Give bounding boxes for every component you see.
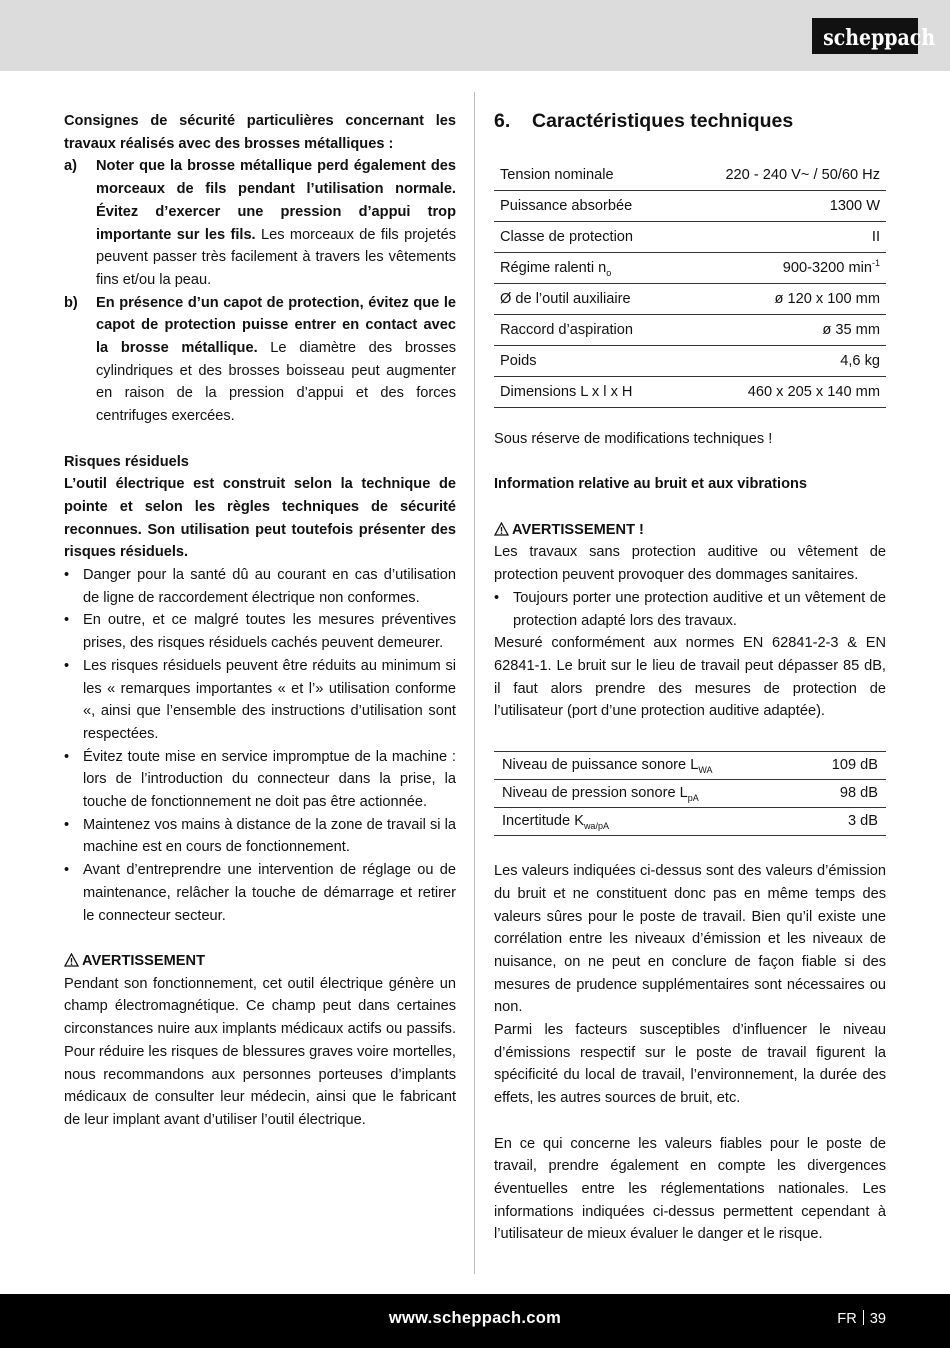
right-column	[494, 110, 886, 1246]
list-item: • Évitez toute mise en service impromptue de la machine : lors de l’introduction du connecteur dans la prise, la touche de fonctionnement ne doit pas être actionnée.	[64, 748, 456, 811]
noise-table	[494, 751, 886, 836]
page-number: FR 39	[837, 1311, 886, 1327]
left-column	[64, 110, 456, 1132]
brand-logo: scheppach	[812, 18, 918, 54]
warning-text: Les travaux sans protection auditive ou vêtement de protection peuvent provoquer des dommages sanitaires.	[494, 544, 886, 584]
page-footer	[0, 1294, 950, 1348]
page-header	[0, 0, 950, 71]
special-safety-heading: Consignes de sécurité particulières concernant les travaux réalisés avec des brosses métalliques :	[64, 113, 456, 152]
table-row: Poids 4,6 kg	[494, 346, 886, 377]
reserve-note: Sous réserve de modifications techniques !	[494, 431, 773, 447]
table-row: Dimensions L x l x H 460 x 205 x 140 mm	[494, 377, 886, 408]
table-row: Puissance absorbée 1300 W	[494, 191, 886, 222]
residual-risks-title: Risques résiduels	[64, 453, 189, 470]
measured-text: Mesuré conformément aux normes EN 62841-2-3 & EN 62841-1. Le bruit sur le lieu de travail peut dépasser 85 dB, il faut alors prendre des mesures de protection de l’utilisateur (port d’une protection auditive adaptée).	[494, 635, 886, 720]
table-row: Incertitude $K_{wa/pA}$ 3 dB	[494, 808, 886, 836]
list-item: • Maintenez vos mains à distance de la zone de travail si la machine est en cours de fonctionnement.	[64, 816, 456, 856]
table-row: Tension nominale 220 - 240 V~ / 50/60 Hz	[500, 166, 880, 183]
table-row: Niveau de puissance sonore $L_{WA}$ 109 dB	[494, 752, 886, 780]
noise-paragraph-2: Parmi les facteurs susceptibles d’influencer le niveau d’émissions respectif sur le poste de travail figurent la spécificité du local de travail, l’environnement, la durée des effets, les autres sources de bruit, etc.	[494, 1022, 886, 1107]
warning-heading: AVERTISSEMENT !	[494, 519, 886, 542]
spec-table	[494, 160, 886, 408]
list-item: • Toujours porter une protection auditive et un vêtement de protection adapté lors des travaux.	[494, 589, 886, 629]
section-title: 6. Caractéristiques techniques	[494, 110, 794, 132]
table-row: Raccord d’aspiration ø 35 mm	[494, 315, 886, 346]
safety-item-a: a) Noter que la brosse métallique perd également des morceaux de fils pendant l’utilisation normale. Évitez d’exercer une pression d’appui trop importante sur les fils. Les morceaux de fils projetés peuvent passer très facilement à travers les vêtements fins et/ou la peau.	[64, 158, 456, 288]
table-row: Régime ralenti $n_o$ 900-3200 $\min^{-1}$	[494, 253, 886, 284]
noise-paragraph-3: En ce qui concerne les valeurs fiables pour le poste de travail, prendre également en compte les divergences éventuelles entre les réglementations nationales. Les informations indiquées ci-dessus permettent cependant à l’utilisateur de mieux évaluer le danger et le risque.	[494, 1135, 886, 1243]
safety-item-b: b) En présence d’un capot de protection, évitez que le capot de protection puisse entrer en contact avec la brosse métallique. Le diamètre des brosses cylindriques et des brosses boisseau peut augmenter en raison de la pression d’appui et des forces centrifuges exercées.	[64, 294, 456, 425]
footer-url: www.scheppach.com	[388, 1309, 562, 1327]
warning-heading: AVERTISSEMENT	[64, 950, 456, 973]
noise-heading: Information relative au bruit et aux vibrations	[494, 476, 808, 493]
list-item: • Danger pour la santé dû au courant en cas d’utilisation de ligne de raccordement électrique non conformes.	[64, 567, 456, 606]
warning-text: Pendant son fonctionnement, cet outil électrique génère un champ électromagnétique. Ce champ peut dans certaines circonstances nuire aux implants médicaux actifs ou passifs. Pour réduire les risques de blessures graves voire mortelles, nous recommandons aux personnes porteuses d’implants médicaux de consulter leur médecin, ainsi que le fabricant de leur implant avant d’utiliser l’outil électrique.	[64, 975, 456, 1128]
table-row: Classe de protection II	[494, 222, 886, 253]
column-divider	[474, 92, 475, 1274]
noise-paragraph-1: Les valeurs indiquées ci-dessus sont des valeurs d’émission du bruit et ne constituent donc pas en même temps des valeurs sûres pour le poste de travail. Bien qu’il existe une corrélation entre les niveaux d’émission et les niveaux de nuisance, on ne peut en conclure de façon fiable si des mesures de prudence supplémentaires sont nécessaires ou non.	[494, 863, 886, 1016]
list-item: • En outre, et ce malgré toutes les mesures préventives prises, des risques résiduels cachés peuvent demeurer.	[64, 612, 456, 652]
residual-risks-intro: L’outil électrique est construit selon la technique de pointe et selon les règles techniques de sécurité reconnues. Son utilisation peut toutefois présenter des risques résiduels.	[64, 476, 456, 561]
table-row: Niveau de pression sonore $L_{pA}$ 98 dB	[494, 780, 886, 808]
table-row: Ø de l’outil auxiliaire ø 120 x 100 mm	[494, 284, 886, 315]
list-item: • Avant d’entreprendre une intervention de réglage ou de maintenance, relâcher la touche de démarrage et retirer le connecteur secteur.	[64, 862, 456, 924]
list-item: • Les risques résiduels peuvent être réduits au minimum si les « remarques importantes « et l’» utilisation conforme «, ainsi que l’ensemble des instructions d’utilisation sont respectées.	[64, 657, 456, 742]
